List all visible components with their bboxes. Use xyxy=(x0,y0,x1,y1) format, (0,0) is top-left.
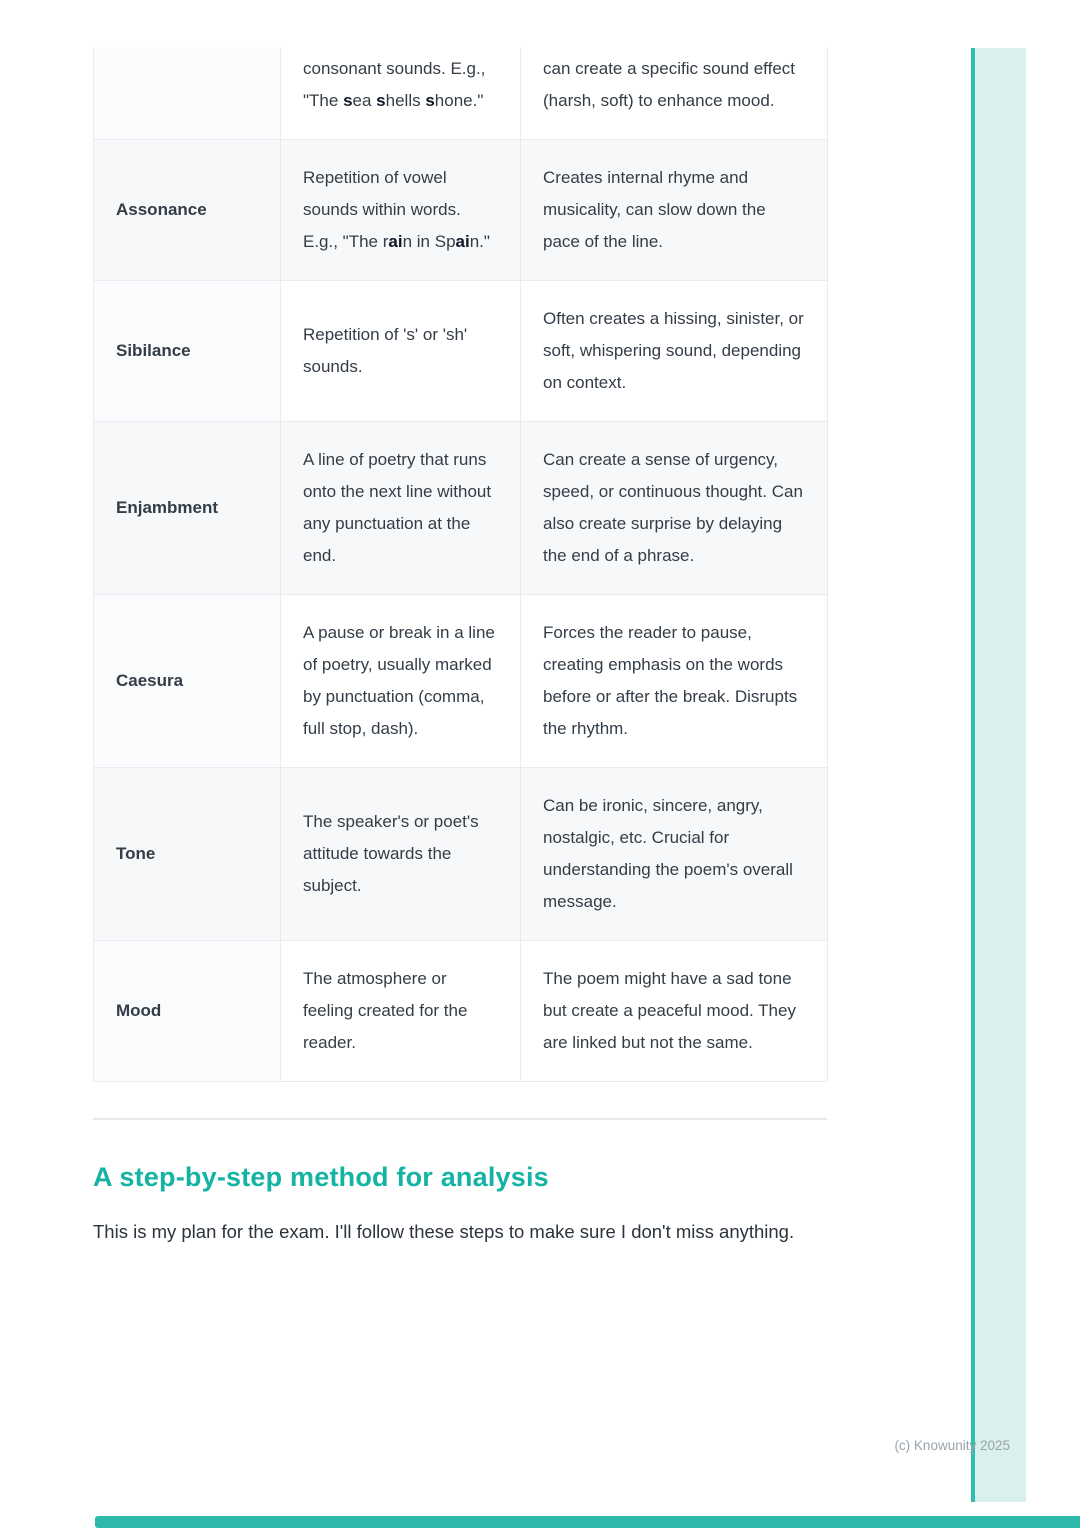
term-cell: Mood xyxy=(94,941,281,1082)
term-cell: Assonance xyxy=(94,140,281,281)
effect-cell: can create a specific sound effect (harsh, soft) to enhance mood. xyxy=(521,47,828,140)
table-row xyxy=(94,281,828,422)
effect-cell: Often creates a hissing, sinister, or soft, whispering sound, depending on context. xyxy=(521,281,828,422)
table-row xyxy=(94,595,828,768)
definition-cell: Repetition of vowel sounds within words. E.g., "The rain in Spain." xyxy=(281,140,521,281)
definition-cell: A pause or break in a line of poetry, usually marked by punctuation (comma, full stop, dash). xyxy=(281,595,521,768)
term-cell: Sibilance xyxy=(94,281,281,422)
term-cell: Caesura xyxy=(94,595,281,768)
term-cell: Tone xyxy=(94,768,281,941)
effect-cell: The poem might have a sad tone but create a peaceful mood. They are linked but not the same. xyxy=(521,941,828,1082)
definition-cell: A line of poetry that runs onto the next line without any punctuation at the end. xyxy=(281,422,521,595)
definition-cell: The speaker's or poet's attitude towards the subject. xyxy=(281,768,521,941)
bottom-accent-bar xyxy=(95,1516,1080,1528)
definition-cell: Repetition of 's' or 'sh' sounds. xyxy=(281,281,521,422)
section-divider xyxy=(93,1118,827,1120)
side-accent-band xyxy=(971,48,1026,1502)
section-heading: A step-by-step method for analysis xyxy=(93,1162,549,1192)
definition-cell: consonant sounds. E.g., "The sea shells shone." xyxy=(281,47,521,140)
term-cell xyxy=(94,47,281,140)
effect-cell: Can be ironic, sincere, angry, nostalgic, etc. Crucial for understanding the poem's overall message. xyxy=(521,768,828,941)
term-cell: Enjambment xyxy=(94,422,281,595)
table-row xyxy=(94,768,828,941)
table-row xyxy=(94,941,828,1082)
effect-cell: Forces the reader to pause, creating emphasis on the words before or after the break. Disrupts the rhythm. xyxy=(521,595,828,768)
poetic-devices-table xyxy=(93,47,828,1082)
effect-cell: Creates internal rhyme and musicality, can slow down the pace of the line. xyxy=(521,140,828,281)
table-row xyxy=(94,47,828,140)
table-row xyxy=(94,140,828,281)
watermark: (c) Knowunity 2025 xyxy=(894,1438,1010,1453)
table-row xyxy=(94,422,828,595)
poetic-devices-table-body xyxy=(94,47,828,1082)
definition-cell: The atmosphere or feeling created for the reader. xyxy=(281,941,521,1082)
section-paragraph: This is my plan for the exam. I'll follow these steps to make sure I don't miss anything. xyxy=(93,1221,795,1242)
effect-cell: Can create a sense of urgency, speed, or continuous thought. Can also create surprise by delaying the end of a phrase. xyxy=(521,422,828,595)
